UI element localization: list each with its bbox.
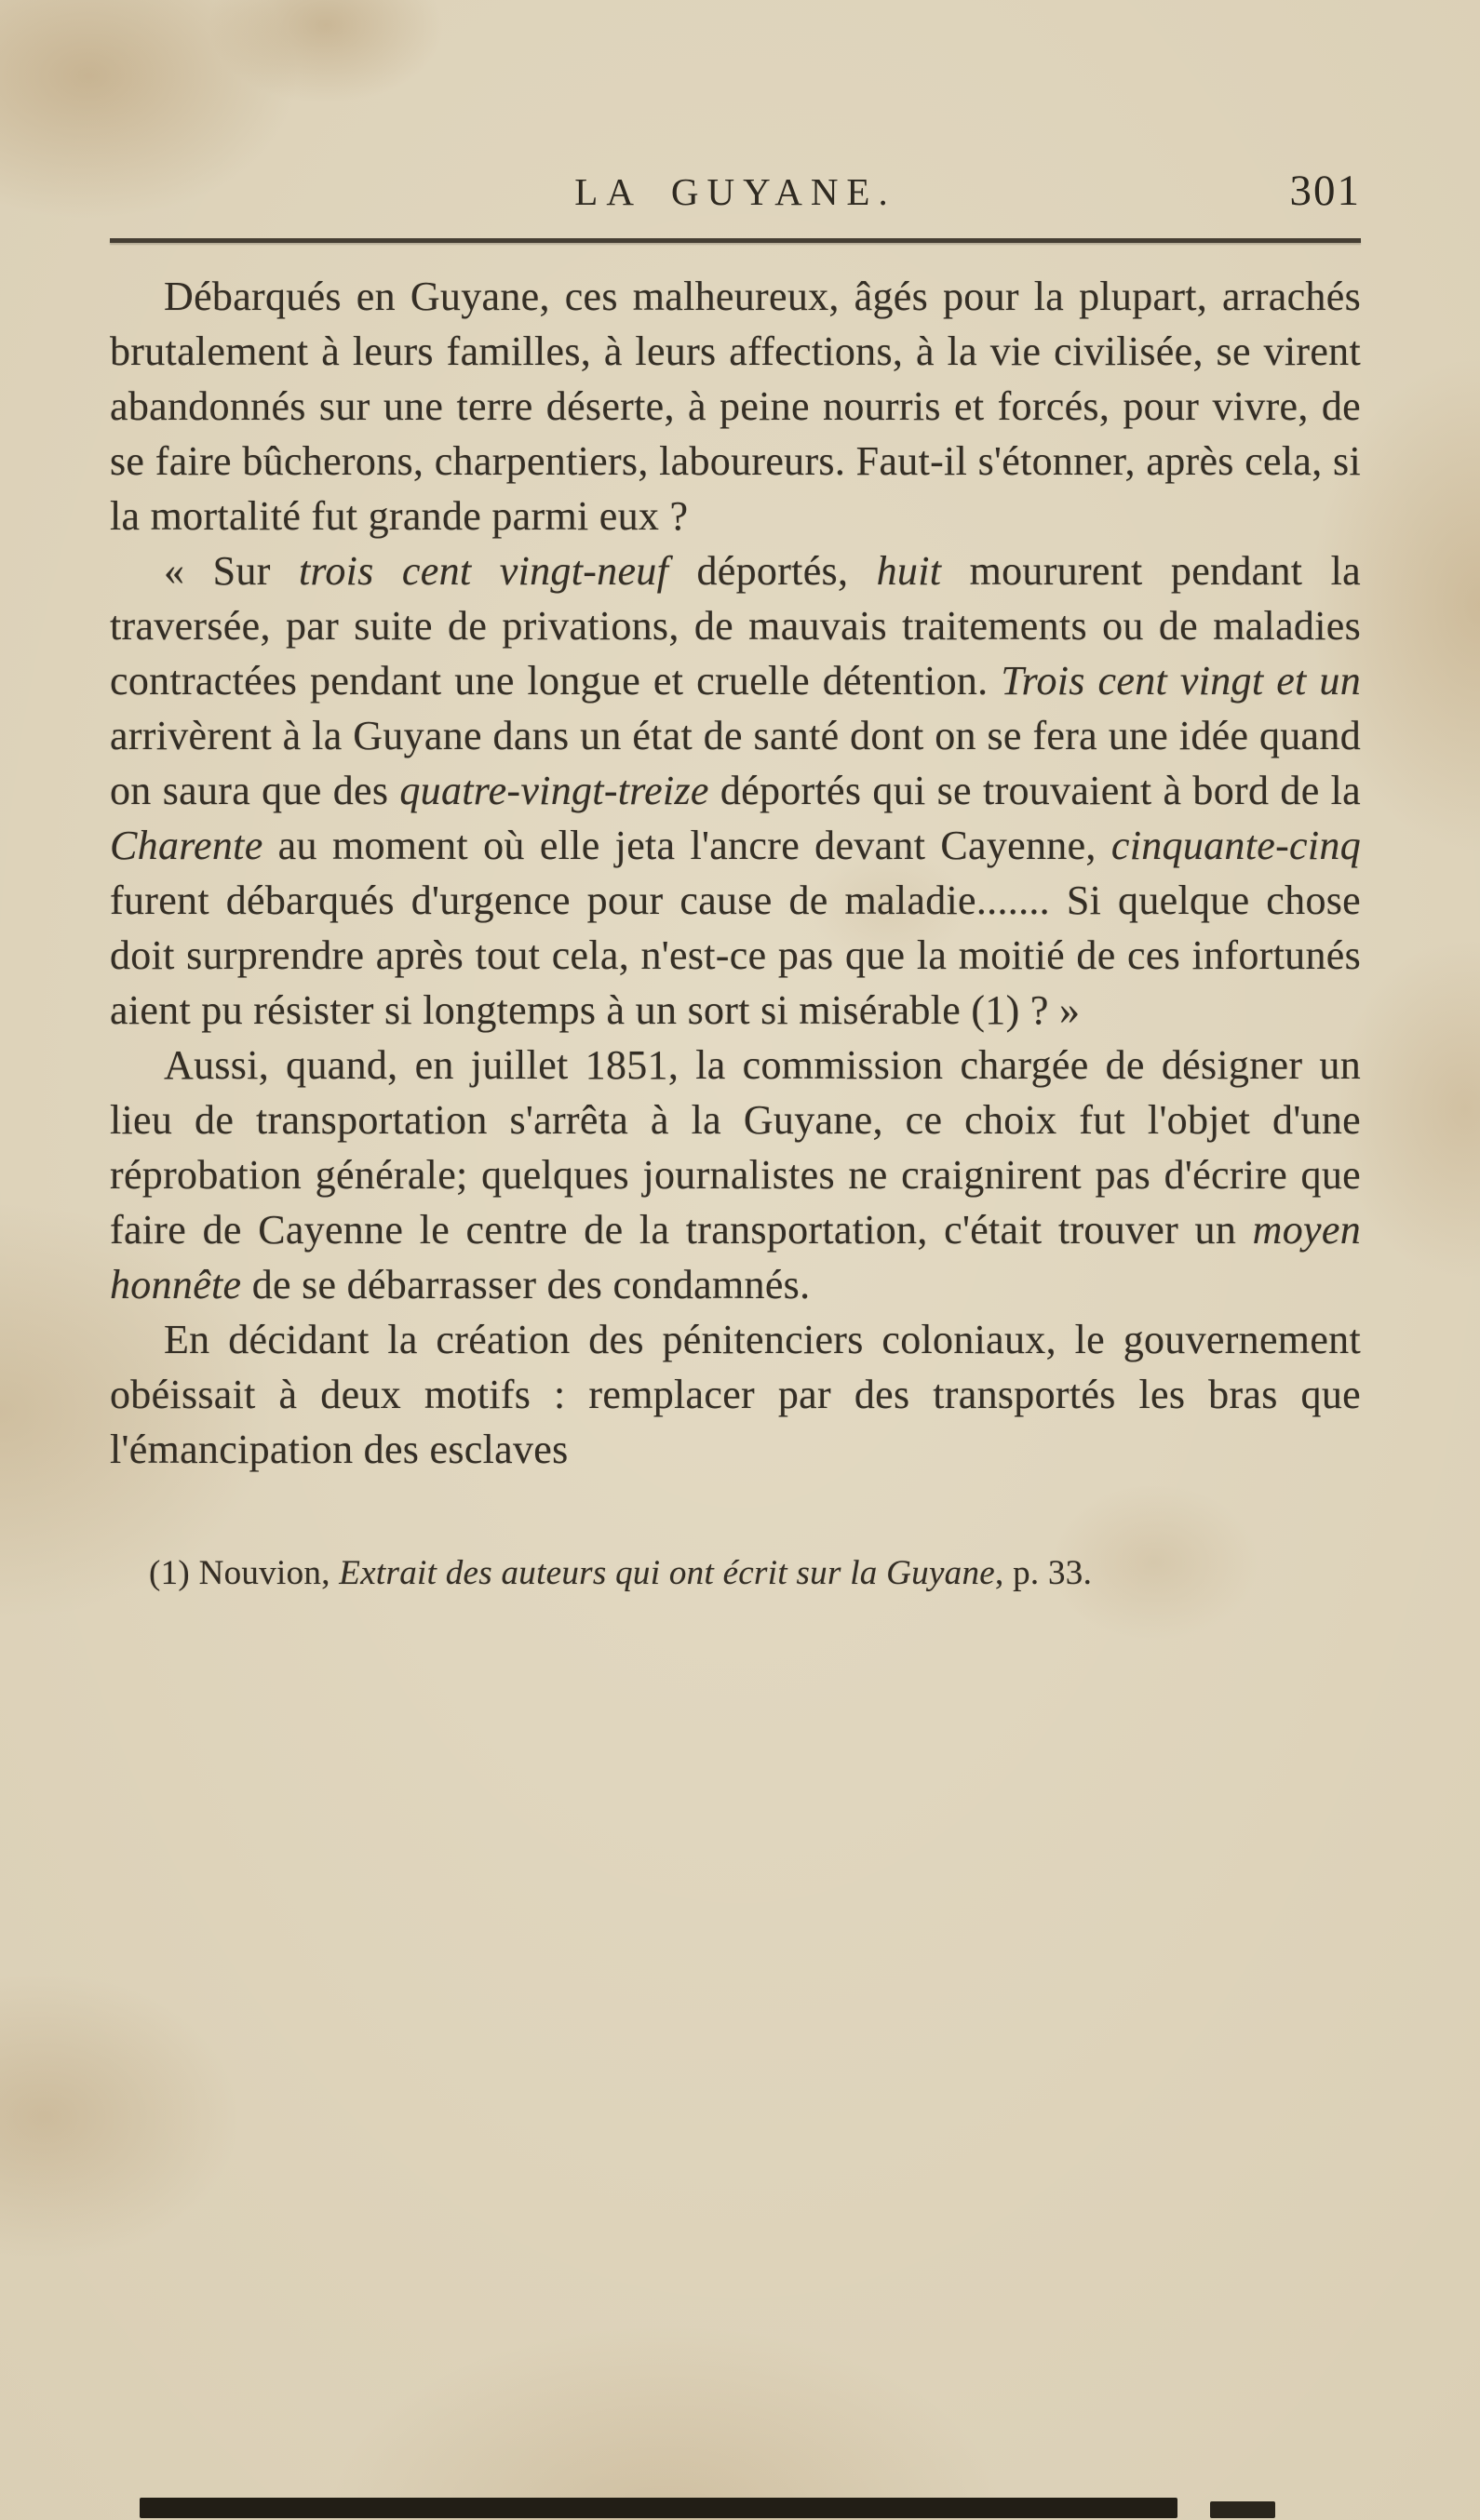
scan-edge-artifact-small [1210, 2501, 1275, 2518]
paragraph-3: Aussi, quand, en juillet 1851, la commission chargée de désigner un lieu de transportation s'arrêta à la Guyane, ce choix fut l'objet d'une réprobation générale; quelques journalistes ne craignirent pas d'écrire que faire de Cayenne le centre de la transportation, c'était trouver un moyen honnête de se débarrasser des condamnés. [110, 1042, 1361, 1307]
paragraph-2-quote: « Sur trois cent vingt-neuf déportés, huit moururent pendant la traversée, par suite de privations, de mauvais traitements ou de maladies contractées pendant une longue et cruelle détention. Trois cent vingt et un arrivèrent à la Guyane dans un état de santé dont on se fera une idée quand on saura que des quatre-vingt-treize déportés qui se trouvaient à bord de la Charente au moment où elle jeta l'ancre devant Cayenne, cinquante-cinq furent débarqués d'urgence pour cause de maladie....... Si quelque chose doit surprendre après tout cela, n'est-ce pas que la moitié de ces infortunés aient pu résister si longtemps à un sort si misérable (1) ? » [110, 548, 1362, 1033]
header-rule [110, 238, 1361, 243]
page-header [110, 0, 1361, 216]
paragraph-1: Débarqués en Guyane, ces malheureux, âgés pour la plupart, arrachés brutalement à leurs familles, à leurs affections, à la vie civilisée, se virent abandonnés sur une terre déserte, à peine nourris et forcés, pour vivre, de se faire bûcherons, charpentiers, laboureurs. Faut-il s'étonner, après cela, si la mortalité fut grande parmi eux ? [110, 274, 1361, 539]
text-block [110, 269, 1361, 1598]
scan-edge-artifact [140, 2498, 1177, 2518]
footnote: (1) Nouvion, Extrait des auteurs qui ont écrit sur la Guyane, p. 33. [149, 1554, 1093, 1592]
running-title: LA GUYANE. [574, 170, 896, 213]
paragraph-4: En décidant la création des pénitenciers coloniaux, le gouvernement obéissait à deux motifs : remplacer par des transportés les bras que l'émancipation des esclaves [110, 1317, 1361, 1472]
page-number: 301 [1289, 167, 1361, 215]
page-content-area [110, 0, 1361, 1598]
